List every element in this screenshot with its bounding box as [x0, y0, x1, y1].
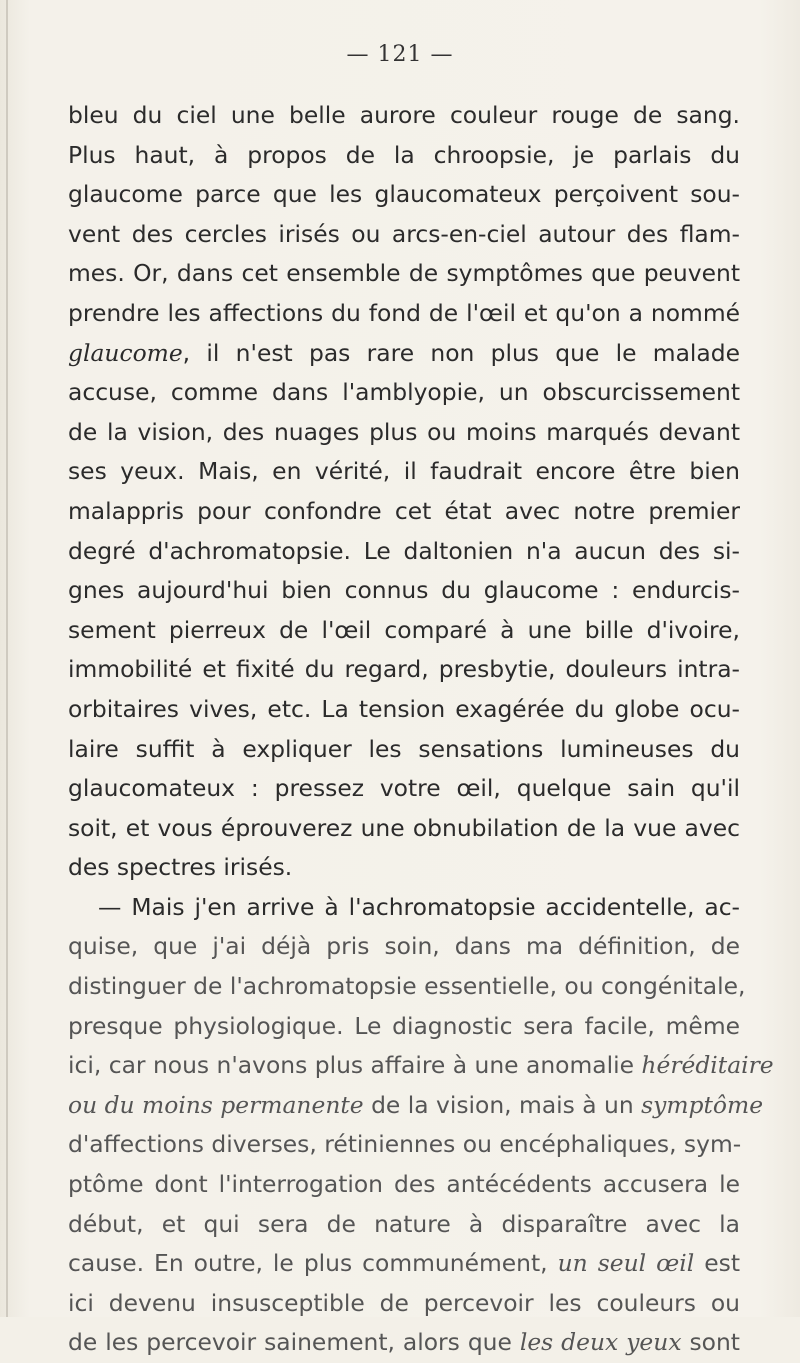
text-line: sement pierreux de l'œil comparé à une bille d'ivoire, [68, 615, 740, 644]
text-fragment: cause. En outre, le plus communément, [68, 1249, 558, 1278]
text-line: début, et qui sera de nature à disparaître avec la [68, 1209, 740, 1238]
text-line: Plus haut, à propos de la chroopsie, je parlais du [68, 140, 740, 169]
text-line: d'affections diverses, rétiniennes ou encéphaliques, sym- [68, 1130, 742, 1159]
text-line: glaucome parce que les glaucomateux perçoivent sou- [68, 180, 740, 209]
text-line: des spectres irisés. [68, 853, 293, 882]
text-line: degré d'achromatopsie. Le daltonien n'a aucun des si- [68, 536, 740, 565]
text-line [68, 1244, 740, 1284]
text-line: ses yeux. Mais, en vérité, il faudrait encore être bien [68, 457, 740, 486]
text-line: glaucomateux : pressez votre œil, quelque sain qu'il [68, 774, 740, 803]
text-fragment: de les percevoir sainement, alors que [68, 1328, 520, 1357]
italic-term: un seul œil [557, 1249, 695, 1278]
text-fragment: ici, car nous n'avons plus affaire à une anomalie [68, 1051, 642, 1080]
text-line: ptôme dont l'interrogation des antécédents accusera le [68, 1170, 740, 1199]
text-line: immobilité et fixité du regard, presbytie, douleurs intra- [68, 655, 740, 684]
text-fragment: de la vision, mais à un [363, 1090, 642, 1119]
text-line: laire suffit à expliquer les sensations lumineuses du [68, 734, 740, 763]
text-line [68, 1086, 764, 1126]
text-line [68, 1046, 774, 1086]
italic-term: symptôme [641, 1090, 764, 1119]
text-line: gnes aujourd'hui bien connus du glaucome : endurcis- [68, 576, 740, 605]
body-text [68, 96, 774, 1363]
text-line: soit, et vous éprouverez une obnubilation de la vue avec [68, 813, 740, 842]
text-line: ici devenu insusceptible de percevoir les couleurs ou [68, 1288, 740, 1317]
text-line: bleu du ciel une belle aurore couleur rouge de sang. [68, 101, 740, 129]
text-line: presque physiologique. Le diagnostic sera facile, même [68, 1011, 740, 1040]
italic-term: ou du moins permanente [68, 1090, 364, 1119]
text-line: quise, que j'ai déjà pris soin, dans ma définition, de [68, 932, 740, 961]
page-number: — 121 — [346, 42, 454, 67]
text-fragment: , il n'est pas rare non plus que le malade [182, 338, 740, 367]
italic-term: les deux yeux [519, 1328, 682, 1357]
text-line: mes. Or, dans cet ensemble de symptômes que peuvent [68, 259, 740, 288]
text-line: de la vision, des nuages plus ou moins marqués devant [68, 417, 740, 446]
text-line: accuse, comme dans l'amblyopie, un obscurcissement [68, 378, 740, 407]
page-gutter-edge [6, 0, 8, 1317]
text-line: — Mais j'en arrive à l'achromatopsie accidentelle, ac- [98, 892, 740, 921]
text-line [68, 1323, 740, 1363]
italic-term: glaucome [68, 338, 183, 367]
text-line: distinguer de l'achromatopsie essentielle, ou congénitale, [68, 972, 746, 1001]
text-line: prendre les affections du fond de l'œil et qu'on a nommé [68, 298, 740, 327]
text-line: orbitaires vives, etc. La tension exagérée du globe ocu- [68, 694, 740, 723]
italic-term: héréditaire [641, 1051, 774, 1080]
text-fragment: sont [681, 1328, 740, 1357]
text-line: vent des cercles irisés ou arcs-en-ciel autour des flam- [68, 219, 740, 248]
text-line: malappris pour confondre cet état avec notre premier [68, 496, 740, 525]
text-line [68, 334, 740, 374]
text-fragment: est [694, 1249, 740, 1278]
